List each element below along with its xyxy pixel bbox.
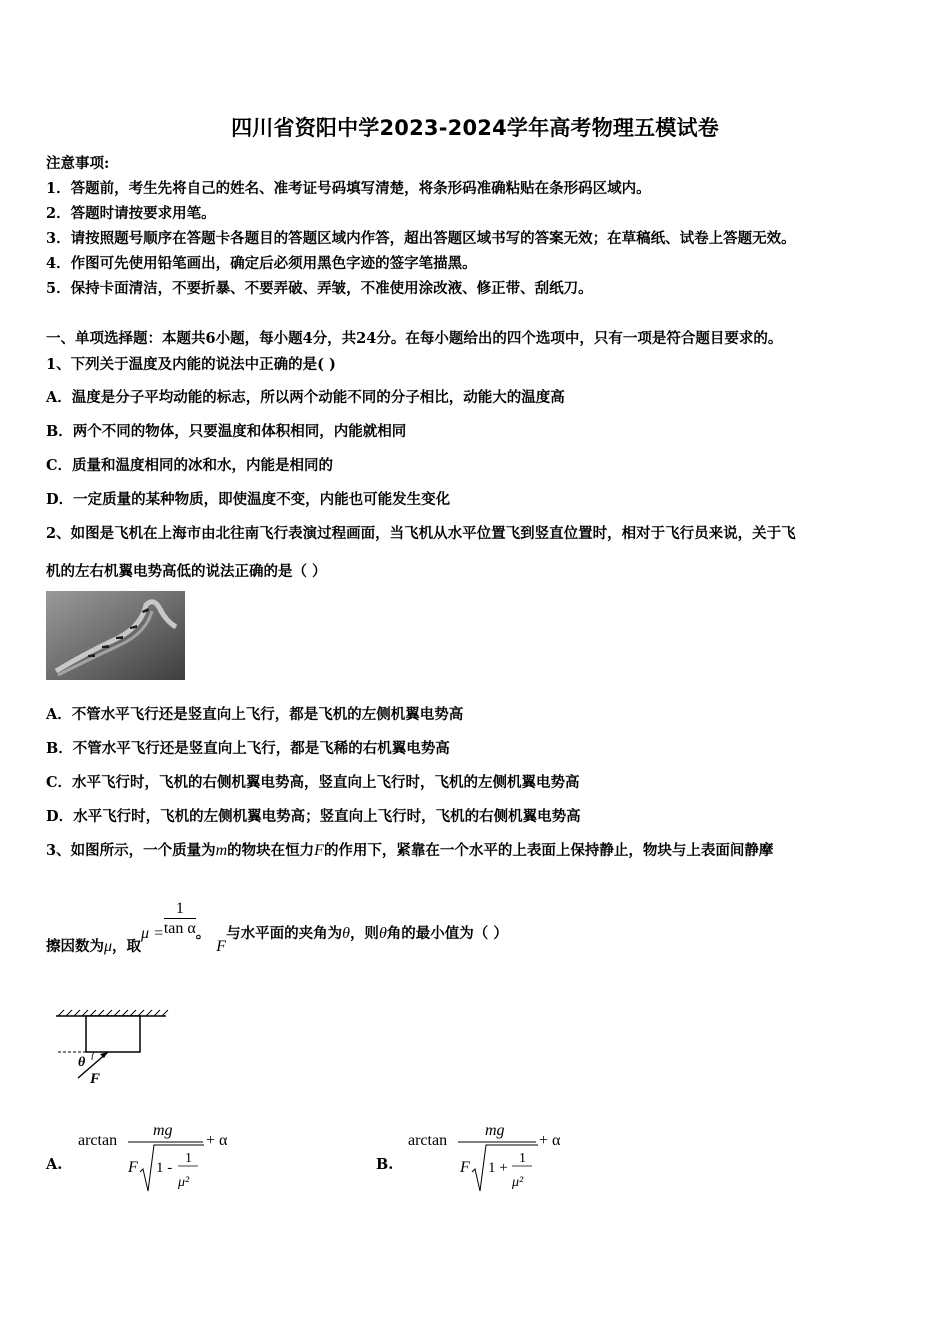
q2-option-c: C．水平飞行时，飞机的右侧机翼电势高，竖直向上飞行时，飞机的左侧机翼电势高 (46, 774, 580, 791)
svg-text:F: F (460, 1159, 470, 1176)
airplane-photo (46, 591, 185, 680)
section-heading: 一、单项选择题：本题共6小题，每小题4分，共24分。在每小题给出的四个选项中，只有一项是符合题目要求的。 (46, 330, 783, 347)
note-item: 3．请按照题号顺序在答题卡各题目的答题区域内作答，超出答题区域书写的答案无效；在草稿纸、试卷上答题无效。 (46, 230, 796, 247)
question-3-stem-line2: 擦因数为μ，取μ = $\frac{1}{\text{tan α}}$ 。F与水平面的夹角为θ，则θ角的最小值为（ ） (46, 900, 508, 955)
question-3-stem-line1: 3、如图所示，一个质量为m的物块在恒力F的作用下，紧靠在一个水平的上表面上保持静止，物块与上表面间静摩 (46, 842, 774, 859)
note-item: 5．保持卡面清洁，不要折暴、不要弄破、弄皱，不准使用涂改液、修正带、刮纸刀。 (46, 280, 593, 297)
svg-text:arctan: arctan (78, 1132, 118, 1149)
svg-text:μ²: μ² (178, 1175, 190, 1190)
question-1-stem: 1、下列关于温度及内能的说法中正确的是( ) (46, 356, 336, 373)
mass-symbol: m (215, 842, 228, 859)
q2-option-a: A．不管水平飞行还是竖直向上飞行，都是飞机的左侧机翼电势高 (46, 706, 464, 723)
note-item: 2．答题时请按要求用笔。 (46, 205, 216, 222)
svg-text:+ α: + α (539, 1132, 561, 1149)
theta-label: θ (78, 1055, 86, 1070)
q2-option-d: D．水平飞行时，飞机的左侧机翼电势高；竖直向上飞行时，飞机的右侧机翼电势高 (46, 808, 581, 825)
svg-text:1: 1 (185, 1151, 192, 1166)
q3-option-b-label: B. (376, 1156, 394, 1173)
svg-text:μ²: μ² (512, 1175, 524, 1190)
block-force-diagram (50, 1008, 175, 1088)
svg-text:mg: mg (153, 1122, 173, 1139)
svg-text:1: 1 (519, 1151, 526, 1166)
notes-heading: 注意事项: (46, 155, 110, 172)
q1-option-d: D．一定质量的某种物质，即使温度不变，内能也可能发生变化 (46, 491, 451, 508)
note-item: 1．答题前，考生先将自己的姓名、准考证号码填写清楚，将条形码准确粘贴在条形码区域内。 (46, 180, 651, 197)
q1-option-b: B．两个不同的物体，只要温度和体积相同，内能就相同 (46, 423, 407, 440)
q1-option-c: C．质量和温度相同的冰和水，内能是相同的 (46, 457, 334, 474)
svg-text:F: F (128, 1159, 138, 1176)
svg-text:arctan: arctan (408, 1132, 448, 1149)
svg-text:+ α: + α (206, 1132, 228, 1149)
q1-option-a: A．温度是分子平均动能的标志，所以两个动能不同的分子相比，动能大的温度高 (46, 389, 565, 406)
question-2-stem-line2: 机的左右机翼电势高低的说法正确的是（ ） (46, 563, 327, 580)
question-2-stem-line1: 2、如图是飞机在上海市由北往南飞行表演过程画面，当飞机从水平位置飞到竖直位置时，相对于飞行员来说，关于飞 (46, 525, 796, 542)
svg-text:1 +: 1 + (488, 1160, 508, 1176)
q3-option-b-formula (408, 1120, 588, 1200)
mu-fraction: $\frac{1}{\text{tan α}}$ (163, 900, 196, 937)
force-label: F (90, 1071, 101, 1087)
note-item: 4．作图可先使用铅笔画出，确定后必须用黑色字迹的签字笔描黑。 (46, 255, 477, 272)
svg-text:mg: mg (485, 1122, 505, 1139)
q2-option-b: B．不管水平飞行还是竖直向上飞行，都是飞稀的右机翼电势高 (46, 740, 450, 757)
q3-option-a-label: A. (46, 1156, 63, 1173)
svg-text:1 -: 1 - (156, 1160, 173, 1176)
q3-option-a-formula (78, 1120, 258, 1200)
page-title: 四川省资阳中学2023-2024学年高考物理五模试卷 (231, 116, 719, 140)
force-symbol: F (314, 842, 324, 859)
